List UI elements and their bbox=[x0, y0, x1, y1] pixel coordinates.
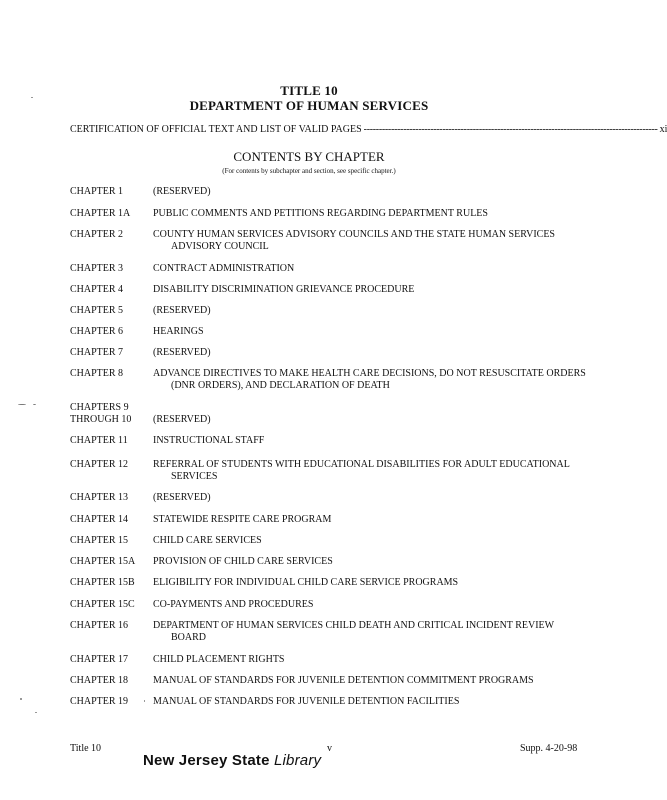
library-stamp-name: New Jersey State bbox=[143, 752, 270, 769]
footer-supplement-date: Supp. 4-20-98 bbox=[520, 743, 578, 754]
chapter-title[interactable]: (RESERVED) bbox=[153, 347, 211, 358]
chapter-label: CHAPTER 6 bbox=[70, 326, 124, 337]
chapter-title[interactable]: PUBLIC COMMENTS AND PETITIONS REGARDING DEPARTMENT RULES bbox=[153, 208, 488, 219]
chapter-label: CHAPTERS 9 bbox=[70, 402, 129, 413]
chapter-label: CHAPTER 19 bbox=[70, 696, 129, 707]
chapter-title[interactable]: (RESERVED) bbox=[153, 186, 211, 197]
footer-title: Title 10 bbox=[70, 743, 102, 754]
chapter-label: CHAPTER 17 bbox=[70, 654, 129, 665]
chapter-label: CHAPTER 15 bbox=[70, 535, 129, 546]
chapter-label: CHAPTER 14 bbox=[70, 514, 129, 525]
chapter-title[interactable]: CO-PAYMENTS AND PROCEDURES bbox=[153, 599, 314, 610]
library-stamp bbox=[143, 752, 321, 769]
contents-heading: CONTENTS BY CHAPTER bbox=[233, 149, 385, 164]
chapter-title[interactable]: ELIGIBILITY FOR INDIVIDUAL CHILD CARE SERVICE PROGRAMS bbox=[153, 577, 459, 588]
chapter-label: CHAPTER 15B bbox=[70, 577, 135, 588]
chapter-title[interactable]: CHILD PLACEMENT RIGHTS bbox=[153, 654, 285, 665]
department-title: DEPARTMENT OF HUMAN SERVICES bbox=[189, 98, 429, 113]
chapter-title[interactable]: STATEWIDE RESPITE CARE PROGRAM bbox=[153, 514, 332, 525]
chapter-title[interactable]: (RESERVED) bbox=[153, 305, 211, 316]
chapter-title[interactable]: INSTRUCTIONAL STAFF bbox=[153, 435, 265, 446]
chapter-label: CHAPTER 11 bbox=[70, 435, 128, 446]
certification-line[interactable] bbox=[70, 124, 667, 135]
chapter-label-continued: THROUGH 10 bbox=[70, 414, 132, 425]
chapter-title[interactable]: PROVISION OF CHILD CARE SERVICES bbox=[153, 556, 333, 567]
chapter-label: CHAPTER 8 bbox=[70, 368, 124, 379]
scan-speck bbox=[33, 404, 36, 405]
chapter-title[interactable]: COUNTY HUMAN SERVICES ADVISORY COUNCILS AND THE STATE HUMAN SERVICES ADVISORY COUNCIL bbox=[153, 229, 555, 252]
chapter-title[interactable]: MANUAL OF STANDARDS FOR JUVENILE DETENTION FACILITIES bbox=[153, 696, 460, 707]
chapter-title[interactable]: MANUAL OF STANDARDS FOR JUVENILE DETENTION COMMITMENT PROGRAMS bbox=[153, 675, 534, 686]
chapter-label: CHAPTER 15A bbox=[70, 556, 136, 567]
chapter-label: CHAPTER 18 bbox=[70, 675, 129, 686]
scan-speck bbox=[18, 404, 26, 405]
chapter-title[interactable]: (RESERVED) bbox=[153, 492, 211, 503]
chapter-label: CHAPTER 12 bbox=[70, 459, 129, 470]
chapter-title[interactable]: DEPARTMENT OF HUMAN SERVICES CHILD DEATH AND CRITICAL INCIDENT REVIEW BOARD bbox=[153, 620, 554, 643]
chapter-label: CHAPTER 16 bbox=[70, 620, 129, 631]
contents-note: (For contents by subchapter and section, see specific chapter.) bbox=[222, 167, 396, 175]
footer-page-number: v bbox=[327, 743, 332, 754]
dot-leader: ------------------------------------------------------------------------------------------------- bbox=[363, 124, 658, 135]
chapter-label: CHAPTER 7 bbox=[70, 347, 124, 358]
chapter-label: CHAPTER 15C bbox=[70, 599, 135, 610]
chapter-label: CHAPTER 4 bbox=[70, 284, 124, 295]
chapter-title[interactable]: HEARINGS bbox=[153, 326, 204, 337]
chapter-label: CHAPTER 1A bbox=[70, 208, 131, 219]
scan-speck bbox=[35, 712, 37, 713]
chapter-title[interactable]: CHILD CARE SERVICES bbox=[153, 535, 262, 546]
scan-speck bbox=[144, 700, 145, 702]
title-number: TITLE 10 bbox=[280, 83, 338, 98]
chapter-label: CHAPTER 13 bbox=[70, 492, 129, 503]
scan-speck bbox=[20, 698, 22, 700]
chapter-title[interactable]: REFERRAL OF STUDENTS WITH EDUCATIONAL DISABILITIES FOR ADULT EDUCATIONAL SERVICES bbox=[153, 459, 570, 482]
library-stamp-word: Library bbox=[273, 752, 322, 769]
chapter-title[interactable]: CONTRACT ADMINISTRATION bbox=[153, 263, 295, 274]
chapter-label: CHAPTER 2 bbox=[70, 229, 124, 240]
chapter-label: CHAPTER 5 bbox=[70, 305, 124, 316]
chapter-title[interactable]: DISABILITY DISCRIMINATION GRIEVANCE PROCEDURE bbox=[153, 284, 415, 295]
certification-page: xi bbox=[659, 124, 667, 135]
chapter-title[interactable]: ADVANCE DIRECTIVES TO MAKE HEALTH CARE DECISIONS, DO NOT RESUSCITATE ORDERS (DNR ORDERS), AND DECLARATION OF DEATH bbox=[153, 368, 586, 391]
chapter-title[interactable]: (RESERVED) bbox=[153, 414, 211, 425]
scan-speck bbox=[31, 97, 33, 98]
chapter-label: CHAPTER 1 bbox=[70, 186, 124, 197]
certification-label: CERTIFICATION OF OFFICIAL TEXT AND LIST OF VALID PAGES bbox=[70, 124, 362, 135]
chapter-label: CHAPTER 3 bbox=[70, 263, 124, 274]
